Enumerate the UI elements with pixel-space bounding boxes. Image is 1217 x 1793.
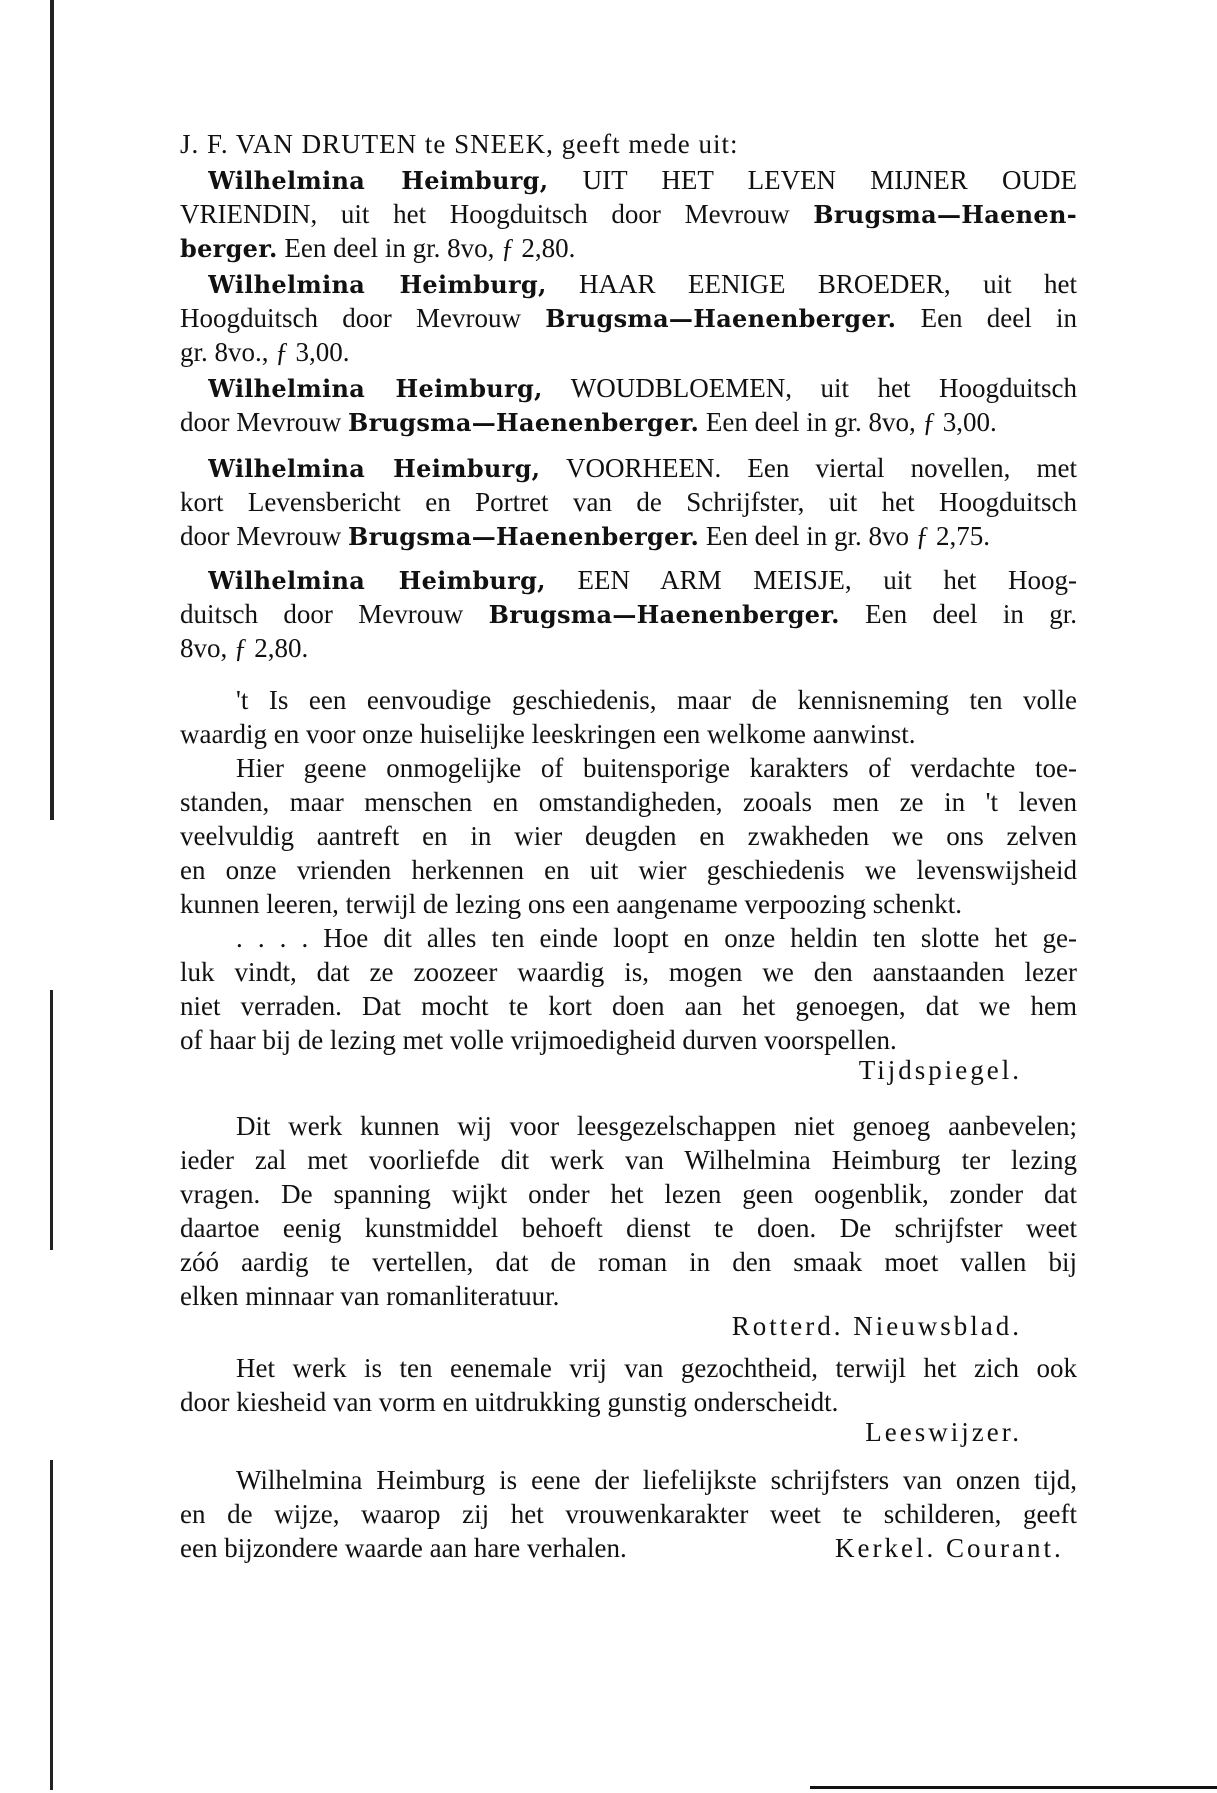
publisher-heading: J. F. VAN DRUTEN te SNEEK, geeft mede uit:: [180, 129, 739, 159]
review-line: Wilhelmina Heimburg is eene der liefelijkste schrijfsters van onzen tijd,: [236, 1465, 1077, 1495]
bold-text: Wilhelmina Heimburg,: [208, 270, 547, 299]
review-line: standen, maar menschen en omstandigheden, zooals men ze in 't leven: [180, 787, 1077, 817]
bold-text: Wilhelmina Heimburg,: [208, 566, 546, 595]
book-entry-line: [180, 302, 1077, 334]
bold-text: Brugsma—Haenenberger.: [347, 522, 700, 551]
book-entry-line: [208, 564, 1077, 596]
review-line: door kiesheid van vorm en uitdrukking gunstig onderscheidt.: [180, 1387, 839, 1417]
bottom-rule: [810, 1786, 1217, 1789]
bold-text: Wilhelmina Heimburg,: [208, 166, 549, 195]
text: VOORHEEN. Een viertal novellen, met: [540, 453, 1077, 483]
review-line: een bijzondere waarde aan hare verhalen.: [180, 1533, 627, 1563]
review-line: zóó aardig te vertellen, dat de roman in den smaak moet vallen bij: [180, 1247, 1077, 1277]
text: HAAR EENIGE BROEDER, uit het: [546, 269, 1077, 299]
book-entry-line: [180, 406, 997, 439]
review-source: Leeswijzer.: [865, 1417, 1022, 1447]
book-entry-line: [208, 164, 1077, 196]
text: VRIENDIN, uit het Hoogduitsch door Mevrouw: [180, 199, 814, 229]
review-line: of haar bij de lezing met volle vrijmoedigheid durven voorspellen.: [180, 1025, 897, 1055]
review-line: . . . . Hoe dit alles ten einde loopt en onze heldin ten slotte het ge-: [236, 923, 1077, 953]
book-entry-line: [180, 486, 1077, 518]
review-line: waardig en voor onze huiselijke leeskringen een welkome aanwinst.: [180, 719, 916, 749]
review-line: veelvuldig aantreft en in wier deugden en zwakheden we ons zelven: [180, 821, 1077, 851]
text: UIT HET LEVEN MIJNER OUDE: [548, 165, 1077, 195]
binding-edge: [50, 0, 54, 820]
review-line: niet verraden. Dat mocht te kort doen aan het genoegen, dat we hem: [180, 991, 1077, 1021]
binding-edge: [50, 1460, 53, 1790]
review-line: 't Is een eenvoudige geschiedenis, maar de kennisneming ten volle: [236, 685, 1077, 715]
text: Een deel in gr. 8vo, ƒ 3,00.: [699, 407, 997, 437]
text: door Mevrouw: [180, 521, 348, 551]
review-source: Rotterd. Nieuwsblad.: [731, 1311, 1022, 1341]
text: door Mevrouw: [180, 407, 348, 437]
bold-text: Brugsma—Haenenberger.: [347, 408, 700, 437]
text: Een deel in gr.: [839, 599, 1077, 629]
review-source: Tijdspiegel.: [858, 1055, 1022, 1085]
book-entry-line: [208, 268, 1077, 300]
review-line: daartoe eenig kunstmiddel behoeft dienst te doen. De schrijfster weet: [180, 1213, 1077, 1243]
text: WOUDBLOEMEN, uit het Hoogduitsch: [542, 373, 1077, 403]
review-line: ieder zal met voorliefde dit werk van Wilhelmina Heimburg ter lezing: [180, 1145, 1077, 1175]
text: Hoogduitsch door Mevrouw: [180, 303, 546, 333]
text: duitsch door Mevrouw: [180, 599, 489, 629]
text: Een deel in gr. 8vo, ƒ 2,80.: [277, 233, 576, 263]
text: EEN ARM MEISJE, uit het Hoog-: [545, 565, 1077, 595]
review-line: en de wijze, waarop zij het vrouwenkarakter weet te schilderen, geeft: [180, 1499, 1077, 1529]
book-entry-line: [180, 232, 575, 265]
review-line: Hier geene onmogelijke of buitensporige karakters of verdachte toe-: [236, 753, 1077, 783]
review-line: kunnen leeren, terwijl de lezing ons een aangename verpoozing schenkt.: [180, 889, 962, 919]
book-entry-line: [180, 632, 308, 664]
review-line: Het werk is ten eenemale vrij van gezochtheid, terwijl het zich ook: [236, 1353, 1077, 1383]
review-line: Dit werk kunnen wij voor leesgezelschappen niet genoeg aanbevelen;: [236, 1111, 1077, 1141]
book-entry-line: [180, 598, 1077, 630]
review-source: Kerkel. Courant.: [835, 1533, 1064, 1563]
text: Een deel in: [896, 303, 1077, 333]
review-line: en onze vrienden herkennen en uit wier geschiedenis we levenswijsheid: [180, 855, 1077, 885]
book-entry-line: [180, 198, 1077, 230]
review-line: luk vindt, dat ze zoozeer waardig is, mogen we den aanstaanden lezer: [180, 957, 1077, 987]
binding-edge: [50, 990, 53, 1250]
book-entry-line: [208, 452, 1077, 484]
bold-text: berger.: [180, 234, 278, 263]
book-entry-line: [180, 520, 990, 553]
book-entry-line: [208, 372, 1077, 404]
bold-text: Brugsma—Haenenberger.: [545, 304, 897, 333]
bold-text: Wilhelmina Heimburg,: [208, 374, 543, 403]
text: gr. 8vo., ƒ 3,00.: [180, 337, 350, 367]
text: Een deel in gr. 8vo ƒ 2,75.: [699, 521, 991, 551]
bold-text: Brugsma—Haenenberger.: [488, 600, 840, 629]
text: kort Levensbericht en Portret van de Schrijfster, uit het Hoogduitsch: [180, 487, 1077, 517]
review-line: elken minnaar van romanliteratuur.: [180, 1281, 560, 1311]
bold-text: Wilhelmina Heimburg,: [208, 454, 541, 483]
review-line: vragen. De spanning wijkt onder het lezen geen oogenblik, zonder dat: [180, 1179, 1077, 1209]
text: 8vo, ƒ 2,80.: [180, 633, 309, 663]
bold-text: Brugsma—Haenen-: [813, 200, 1077, 229]
book-entry-line: [180, 336, 350, 368]
